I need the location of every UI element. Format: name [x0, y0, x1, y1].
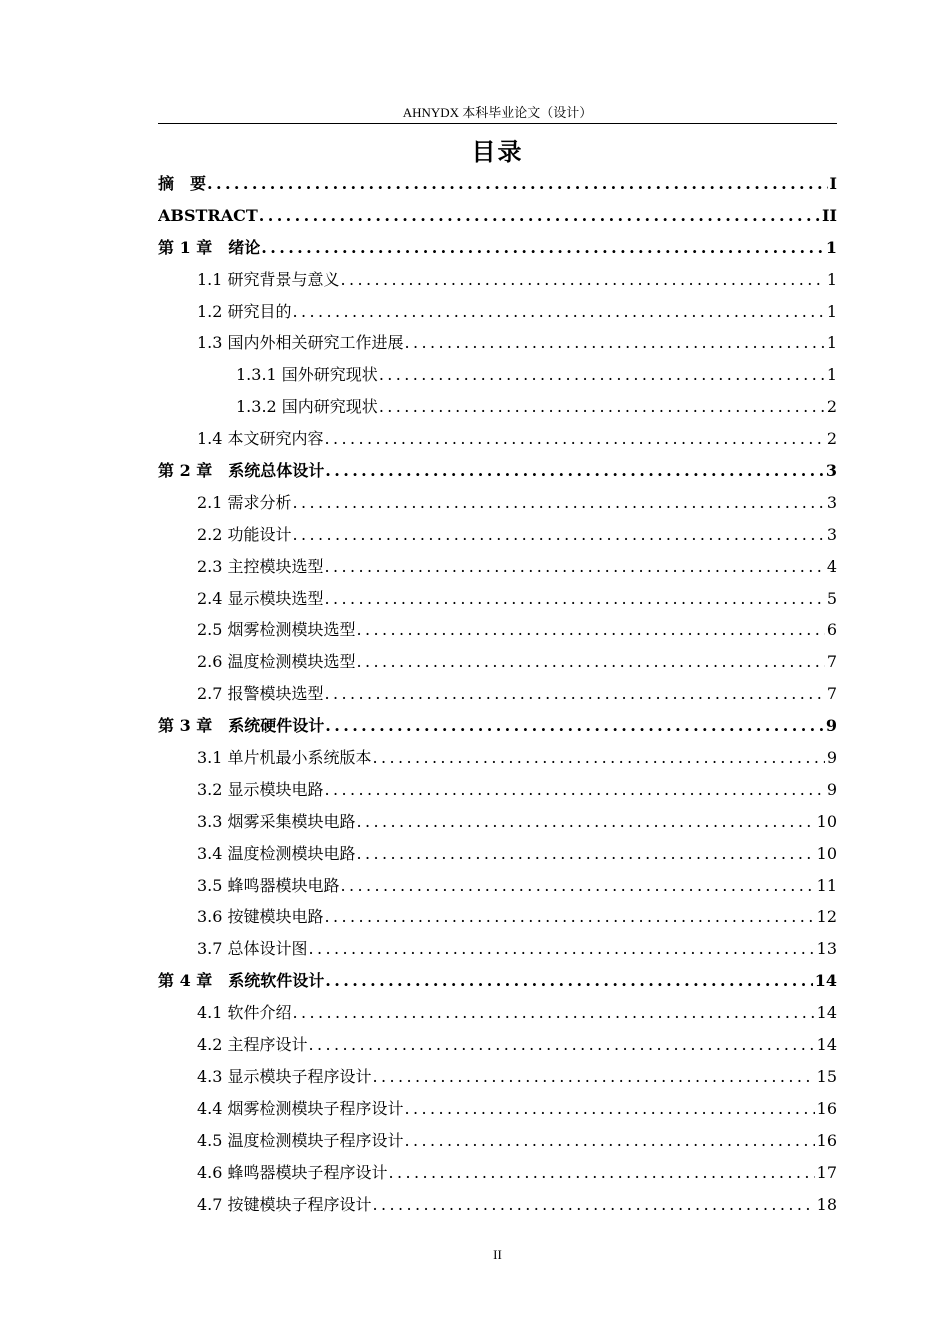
toc-entry-page: 9 — [826, 779, 837, 799]
toc-entry-page: 3 — [826, 524, 837, 544]
toc-entry[interactable] — [158, 678, 837, 710]
toc-entry-label: 2.4 显示模块选型 — [197, 588, 324, 608]
toc-dot-leader — [325, 901, 815, 933]
toc-dot-leader — [405, 1093, 815, 1125]
toc-entry-page: 10 — [816, 811, 837, 831]
toc-entry-label: 2.2 功能设计 — [197, 524, 292, 544]
toc-entry-page: 7 — [826, 684, 837, 704]
toc-entry-label: 1.3 国内外相关研究工作进展 — [197, 333, 404, 353]
toc-entry-page: 2 — [826, 397, 837, 417]
toc-dot-leader — [373, 1189, 815, 1221]
toc-entry-page: 7 — [826, 652, 837, 672]
toc-dot-leader — [325, 551, 825, 583]
toc-entry-label: 2.3 主控模块选型 — [197, 556, 324, 576]
toc-entry[interactable] — [158, 487, 837, 519]
toc-entry-label: 1.3.1 国外研究现状 — [236, 365, 378, 385]
toc-entry-label: 3.2 显示模块电路 — [197, 779, 324, 799]
toc-entry-label: ABSTRACT — [158, 205, 258, 225]
toc-dot-leader — [357, 838, 815, 870]
toc-dot-leader — [373, 742, 825, 774]
toc-entry-page: 1 — [826, 365, 837, 385]
toc-entry[interactable] — [158, 1061, 837, 1093]
toc-entry-page: 10 — [816, 843, 837, 863]
toc-dot-leader — [325, 583, 825, 615]
toc-entry-label: 2.6 温度检测模块选型 — [197, 652, 356, 672]
toc-dot-leader — [325, 774, 825, 806]
header-rule — [158, 123, 837, 124]
toc-entry[interactable] — [158, 391, 837, 423]
toc-entry-page: 9 — [826, 748, 837, 768]
toc-entry[interactable] — [158, 200, 837, 232]
toc-dot-leader — [261, 232, 824, 264]
toc-dot-leader — [357, 646, 825, 678]
toc-entry-page: 11 — [816, 875, 837, 895]
toc-dot-leader — [293, 487, 825, 519]
toc-entry-page: 17 — [816, 1162, 837, 1182]
toc-entry[interactable] — [158, 264, 837, 296]
running-header: AHNYDX 本科毕业论文（设计） — [402, 105, 593, 120]
toc-entry[interactable] — [158, 519, 837, 551]
toc-entry-label: 第 3 章 系统硬件设计 — [158, 716, 325, 736]
toc-entry-page: 3 — [825, 461, 837, 481]
toc-entry[interactable] — [158, 933, 837, 965]
toc-entry[interactable] — [158, 232, 837, 264]
toc-entry-page: 9 — [825, 716, 837, 736]
toc-dot-leader — [259, 200, 820, 232]
toc-entry-page: 1 — [825, 237, 837, 257]
toc-entry-page: 2 — [826, 429, 837, 449]
toc-entry-page: 1 — [826, 301, 837, 321]
toc-entry-label: 1.2 研究目的 — [197, 301, 292, 321]
toc-entry[interactable] — [158, 901, 837, 933]
toc-entry-label: 3.5 蜂鸣器模块电路 — [197, 875, 340, 895]
toc-entry[interactable] — [158, 1029, 837, 1061]
toc-dot-leader — [341, 870, 815, 902]
toc-entry[interactable] — [158, 423, 837, 455]
toc-dot-leader — [357, 806, 815, 838]
toc-dot-leader — [309, 933, 815, 965]
toc-entry-label: 1.1 研究背景与意义 — [197, 269, 340, 289]
toc-entry[interactable] — [158, 1125, 837, 1157]
toc-entry-label: 3.3 烟雾采集模块电路 — [197, 811, 356, 831]
toc-entry-label: 第 2 章 系统总体设计 — [158, 461, 325, 481]
toc-dot-leader — [373, 1061, 815, 1093]
toc-entry[interactable] — [158, 327, 837, 359]
table-of-contents — [158, 168, 837, 1220]
toc-entry-label: 4.6 蜂鸣器模块子程序设计 — [197, 1162, 388, 1182]
toc-entry-page: 16 — [816, 1098, 837, 1118]
toc-dot-leader — [325, 710, 824, 742]
toc-entry[interactable] — [158, 614, 837, 646]
toc-entry-label: 4.4 烟雾检测模块子程序设计 — [197, 1098, 404, 1118]
toc-entry[interactable] — [158, 1189, 837, 1221]
toc-title: 目录 — [471, 137, 524, 166]
toc-dot-leader — [379, 359, 825, 391]
toc-dot-leader — [325, 678, 825, 710]
toc-entry[interactable] — [158, 646, 837, 678]
toc-dot-leader — [325, 965, 812, 997]
toc-entry-label: 4.3 显示模块子程序设计 — [197, 1066, 372, 1086]
toc-entry[interactable] — [158, 742, 837, 774]
toc-entry[interactable] — [158, 551, 837, 583]
toc-entry-page: 1 — [826, 333, 837, 353]
toc-dot-leader — [405, 327, 825, 359]
toc-entry[interactable] — [158, 838, 837, 870]
toc-dot-leader — [341, 264, 825, 296]
toc-entry-page: II — [822, 205, 837, 225]
toc-entry[interactable] — [158, 1157, 837, 1189]
toc-entry-page: 12 — [816, 907, 837, 927]
toc-entry[interactable] — [158, 583, 837, 615]
toc-dot-leader — [325, 423, 825, 455]
toc-entry-page: 14 — [814, 971, 837, 991]
toc-entry[interactable] — [158, 296, 837, 328]
toc-entry-label: 4.5 温度检测模块子程序设计 — [197, 1130, 404, 1150]
toc-entry-page: 4 — [826, 556, 837, 576]
toc-entry-label: 2.1 需求分析 — [197, 492, 292, 512]
toc-entry-label: 2.7 报警模块选型 — [197, 684, 324, 704]
toc-dot-leader — [405, 1125, 815, 1157]
toc-entry-label: 4.2 主程序设计 — [197, 1035, 308, 1055]
toc-entry[interactable] — [158, 1093, 837, 1125]
toc-entry[interactable] — [158, 774, 837, 806]
toc-dot-leader — [207, 168, 828, 200]
toc-entry-page: 18 — [816, 1194, 837, 1214]
page-number: II — [493, 1247, 502, 1262]
toc-entry-label: 1.3.2 国内研究现状 — [236, 397, 378, 417]
toc-entry-page: 6 — [826, 620, 837, 640]
toc-entry-label: 1.4 本文研究内容 — [197, 429, 324, 449]
toc-entry[interactable] — [158, 806, 837, 838]
toc-entry-label: 4.7 按键模块子程序设计 — [197, 1194, 372, 1214]
toc-entry-page: 1 — [826, 269, 837, 289]
toc-entry[interactable] — [158, 455, 837, 487]
toc-dot-leader — [379, 391, 825, 423]
toc-entry-page: 15 — [816, 1066, 837, 1086]
toc-entry-label: 第 1 章 绪论 — [158, 237, 261, 257]
toc-entry-page: 14 — [816, 1035, 837, 1055]
toc-dot-leader — [389, 1157, 815, 1189]
toc-entry-page: 13 — [816, 939, 837, 959]
toc-dot-leader — [309, 1029, 815, 1061]
toc-entry[interactable] — [158, 870, 837, 902]
toc-entry[interactable] — [158, 710, 837, 742]
toc-entry-page: 14 — [816, 1003, 837, 1023]
toc-entry-page: I — [829, 174, 837, 193]
toc-entry[interactable] — [158, 168, 837, 200]
toc-entry-label: 3.1 单片机最小系统版本 — [197, 748, 372, 768]
toc-dot-leader — [293, 519, 825, 551]
toc-dot-leader — [357, 614, 825, 646]
toc-dot-leader — [293, 997, 815, 1029]
toc-entry[interactable] — [158, 359, 837, 391]
toc-entry-label: 3.6 按键模块电路 — [197, 907, 324, 927]
toc-entry-label: 第 4 章 系统软件设计 — [158, 971, 325, 991]
toc-entry-page: 5 — [826, 588, 837, 608]
toc-entry-page: 16 — [816, 1130, 837, 1150]
toc-entry-label: 摘 要 — [158, 174, 207, 193]
toc-entry-label: 3.7 总体设计图 — [197, 939, 308, 959]
toc-entry-label: 2.5 烟雾检测模块选型 — [197, 620, 356, 640]
toc-entry[interactable] — [158, 997, 837, 1029]
toc-entry-label: 3.4 温度检测模块电路 — [197, 843, 356, 863]
toc-dot-leader — [325, 455, 824, 487]
toc-dot-leader — [293, 296, 825, 328]
toc-entry-label: 4.1 软件介绍 — [197, 1003, 292, 1023]
toc-entry-page: 3 — [826, 492, 837, 512]
toc-entry[interactable] — [158, 965, 837, 997]
